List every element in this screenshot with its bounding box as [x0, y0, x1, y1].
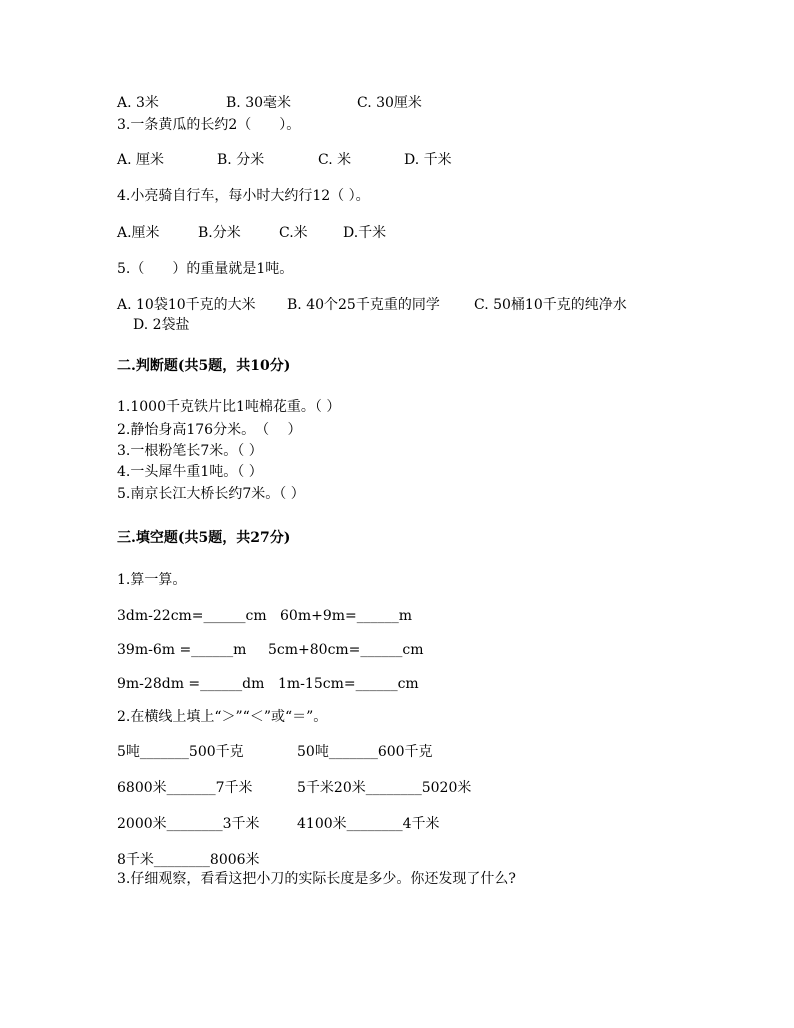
calc-item: 9m-28dm =______dm: [117, 676, 265, 692]
option-a: A. 10袋10千克的大米: [117, 297, 256, 313]
question-3-stem: 3.一条黄瓜的长约2（ ）。: [117, 117, 301, 133]
option-a: A. 3米: [117, 95, 159, 111]
compare-item: 5吨_______500千克: [117, 744, 244, 760]
compare-item: 8千米________8006米: [117, 852, 260, 868]
option-c: C. 50桶10千克的纯净水: [474, 297, 627, 313]
list-item: 1.1000千克铁片比1吨棉花重。（ ）: [117, 399, 341, 415]
option-d: D.千米: [343, 225, 387, 241]
calc-item: 39m-6m =______m: [117, 642, 247, 658]
option-b: B.分米: [198, 225, 241, 241]
question-3-stem: 3.仔细观察，看看这把小刀的实际长度是多少。你还发现了什么?: [117, 871, 516, 887]
option-a: A. 厘米: [117, 152, 165, 168]
calc-item: 3dm-22cm=______cm: [117, 608, 267, 624]
question-4-stem: 4.小亮骑自行车，每小时大约行12（ ）。: [117, 188, 370, 204]
compare-item: 4100米________4千米: [297, 816, 440, 832]
list-item: 2.静怡身高176分米。 （ ）: [117, 422, 302, 438]
option-c: C. 30厘米: [357, 95, 422, 111]
option-b: B. 分米: [217, 152, 265, 168]
option-a: A.厘米: [117, 225, 160, 241]
list-item: 4.一头犀牛重1吨。（ ）: [117, 464, 263, 480]
calc-item: 5cm+80cm=______cm: [268, 642, 424, 658]
option-b: B. 40个25千克重的同学: [287, 297, 440, 313]
calc-item: 1m-15cm=______cm: [278, 676, 419, 692]
compare-item: 6800米_______7千米: [117, 780, 253, 796]
option-c: C.米: [279, 225, 308, 241]
option-d: D. 2袋盐: [133, 317, 190, 333]
list-item: 5.南京长江大桥长约7米。（ ）: [117, 486, 305, 502]
section-title: 三.填空题(共5题，共27分): [117, 530, 291, 546]
option-b: B. 30毫米: [226, 95, 292, 111]
section-title: 二.判断题(共5题，共10分): [117, 358, 291, 374]
option-d: D. 千米: [404, 152, 452, 168]
question-2-stem: 2.在横线上填上“＞”“＜”或“＝”。: [117, 709, 328, 725]
compare-item: 5千米20米________5020米: [297, 780, 472, 796]
compare-item: 2000米________3千米: [117, 816, 260, 832]
list-item: 3.一根粉笔长7米。（ ）: [117, 443, 263, 459]
question-1-stem: 1.算一算。: [117, 572, 187, 588]
option-c: C. 米: [318, 152, 352, 168]
question-5-stem: 5.（ ）的重量就是1吨。: [117, 261, 294, 277]
calc-item: 60m+9m=______m: [280, 608, 413, 624]
compare-item: 50吨_______600千克: [297, 744, 433, 760]
